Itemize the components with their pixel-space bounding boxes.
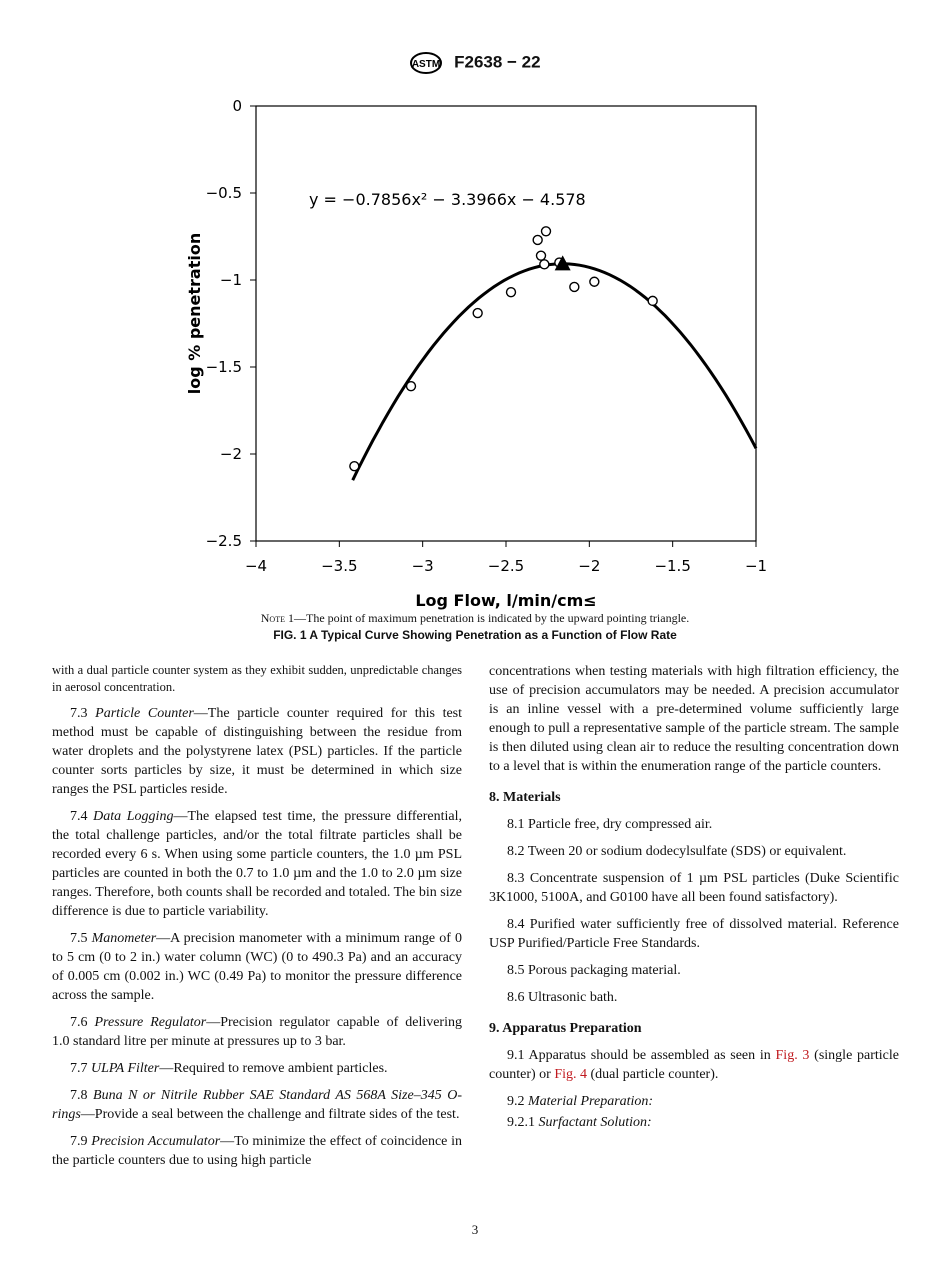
para-number: 7.4 (70, 809, 94, 824)
para-number: 9.2.1 (507, 1115, 539, 1130)
x-axis-label: Log Flow, l/min/cm≤ (415, 591, 597, 610)
text: (dual particle counter). (587, 1067, 719, 1082)
para-text: —The elapsed test time, the pressure differential, the total challenge particles, and/or the total filtrate particles shall be recorded every 6 s. When using some particle counters, the 1.0 µm PSL particles are counted in both the 0.7 to 1.0 µm and the 1.0 to 2.0 µm size ranges. Therefore, both counts shall be recorded and totaled. The bin size difference is due to particle variability. (52, 809, 463, 919)
x-tick-label: −3 (411, 557, 434, 575)
fit-equation: y = −0.7856x² − 3.3966x − 4.578 (309, 190, 586, 209)
right-column (489, 662, 899, 1140)
paragraph-7-7 (52, 1059, 462, 1078)
x-tick-label: −4 (244, 557, 268, 575)
fit-curve (353, 264, 756, 480)
materials-item: 8.6 Ultrasonic bath. (507, 990, 618, 1005)
paragraph-7-6 (52, 1013, 462, 1051)
materials-item: 8.4 Purified water sufficiently free of dissolved material. Reference USP Purified/Particle Free Standards. (489, 917, 899, 951)
figure-note (0, 611, 950, 626)
paragraph-9-1 (489, 1046, 899, 1084)
data-point (407, 382, 416, 391)
data-point (473, 309, 482, 318)
para-title: Material Preparation: (528, 1094, 654, 1109)
para-number: 7.8 (70, 1088, 94, 1103)
para-number: 7.5 (70, 931, 92, 946)
paragraph-9-2 (489, 1092, 899, 1111)
x-tick-label: −2 (578, 557, 601, 575)
paragraph-7-9 (52, 1132, 462, 1170)
para-title: Precision Accumulator (91, 1134, 221, 1149)
paragraph-continued: with a dual particle counter system as they exhibit sudden, unpredictable changes in aerosol concentration. (52, 663, 462, 694)
y-tick-label: −1.5 (205, 358, 242, 376)
para-title: Pressure Regulator (94, 1015, 207, 1030)
y-tick-label: 0 (232, 97, 242, 115)
note-label: Note 1 (260, 611, 294, 625)
materials-item: 8.5 Porous packaging material. (507, 963, 681, 978)
para-title: Manometer (91, 931, 157, 946)
materials-item: 8.3 Concentrate suspension of 1 µm PSL particles (Duke Scientific 3K1000, 5100A, and G0100 have all been found satisfactory). (489, 871, 899, 905)
note-text: —The point of maximum penetration is indicated by the upward pointing triangle. (293, 611, 690, 625)
data-point (542, 227, 551, 236)
materials-item: 8.2 Tween 20 or sodium dodecylsulfate (SDS) or equivalent. (507, 844, 847, 859)
plot-frame (256, 106, 756, 541)
text: 9.1 Apparatus should be assembled as seen in (507, 1048, 776, 1063)
astm-logo-icon (409, 52, 443, 74)
x-tick-label: −1 (744, 557, 768, 575)
para-title: Surfactant Solution: (538, 1115, 652, 1130)
y-tick-label: −2 (219, 445, 242, 463)
para-text: —Provide a seal between the challenge and filtrate sides of the test. (80, 1107, 460, 1122)
paragraph-continued: concentrations when testing materials with high filtration efficiency, the use of precision accumulators may be needed. A precision accumulator is an inline vessel with a pre-determined volume sufficiently large enough to pull a representative sample of the particle stream. The sample is then diluted using clean air to reduce the resulting concentration down to a level that is within the enumeration range of the particle counters. (489, 664, 899, 774)
para-text: —To minimize the effect of coincidence in the particle counters due to using high particle (52, 1134, 462, 1168)
page-header (0, 52, 950, 74)
para-title: Data Logging (93, 809, 174, 824)
para-number: 7.7 (70, 1061, 91, 1076)
paragraph-7-3 (52, 704, 462, 799)
paragraph-9-2-1 (489, 1113, 899, 1132)
fig-4-link[interactable]: Fig. 4 (554, 1067, 587, 1082)
para-text: —The particle counter required for this test method must be capable of distinguishing between the residue from water droplets and the polystyrene latex (PSL) particles. If the particle counter sorts particles by size, it must be determined in which size ranges the PSL particles reside. (52, 706, 463, 797)
x-tick-label: −2.5 (487, 557, 525, 575)
y-tick-label: −2.5 (205, 532, 242, 550)
fig-3-link[interactable]: Fig. 3 (775, 1048, 810, 1063)
para-text: —Precision regulator capable of delivering 1.0 standard litre per minute at pressures up to 3 bar. (52, 1015, 462, 1049)
x-tick-label: −3.5 (321, 557, 358, 575)
data-point (648, 296, 657, 305)
para-number: 7.9 (70, 1134, 92, 1149)
para-number: 7.3 (70, 706, 96, 721)
data-point (533, 235, 542, 244)
para-number: 9.2 (507, 1094, 528, 1109)
data-point (540, 260, 549, 269)
para-title: ULPA Filter (91, 1061, 160, 1076)
figure-caption: FIG. 1 A Typical Curve Showing Penetration as a Function of Flow Rate (273, 628, 677, 642)
text: (single particle counter) or (489, 1048, 899, 1082)
y-tick-label: −1 (219, 271, 242, 289)
document-id: F2638 − 22 (454, 52, 541, 72)
para-number: 7.6 (70, 1015, 95, 1030)
paragraph-7-4 (52, 807, 462, 921)
data-point (590, 277, 599, 286)
para-text: —Required to remove ambient particles. (159, 1061, 388, 1076)
paragraph-7-8 (52, 1086, 462, 1124)
y-tick-label: −0.5 (205, 184, 242, 202)
para-text: —A precision manometer with a minimum range of 0 to 5 cm (0 to 2 in.) water column (WC) (0 to 490.3 Pa) and an accuracy of 0.005 cm (0.002 in.) WC (0.49 Pa) to monitor the pressure difference across the sample. (52, 931, 463, 1003)
para-title: Buna N or Nitrile Rubber SAE Standard AS 568A Size–345 O-rings (52, 1088, 462, 1122)
y-axis-label: log % penetration (185, 232, 204, 395)
para-title: Particle Counter (95, 706, 194, 721)
section-heading-apparatus-preparation: 9. Apparatus Preparation (489, 1021, 642, 1036)
section-heading-materials: 8. Materials (489, 790, 561, 805)
data-point (537, 251, 546, 260)
paragraph-7-5 (52, 929, 462, 1005)
left-column (52, 662, 462, 1178)
page-number: 3 (471, 1222, 479, 1237)
materials-item: 8.1 Particle free, dry compressed air. (507, 817, 713, 832)
x-tick-label: −1.5 (654, 557, 691, 575)
svg-text:ASTM: ASTM (412, 59, 441, 70)
data-point (570, 282, 579, 291)
data-point (507, 288, 516, 297)
penetration-chart (0, 90, 950, 610)
data-point (350, 462, 359, 471)
